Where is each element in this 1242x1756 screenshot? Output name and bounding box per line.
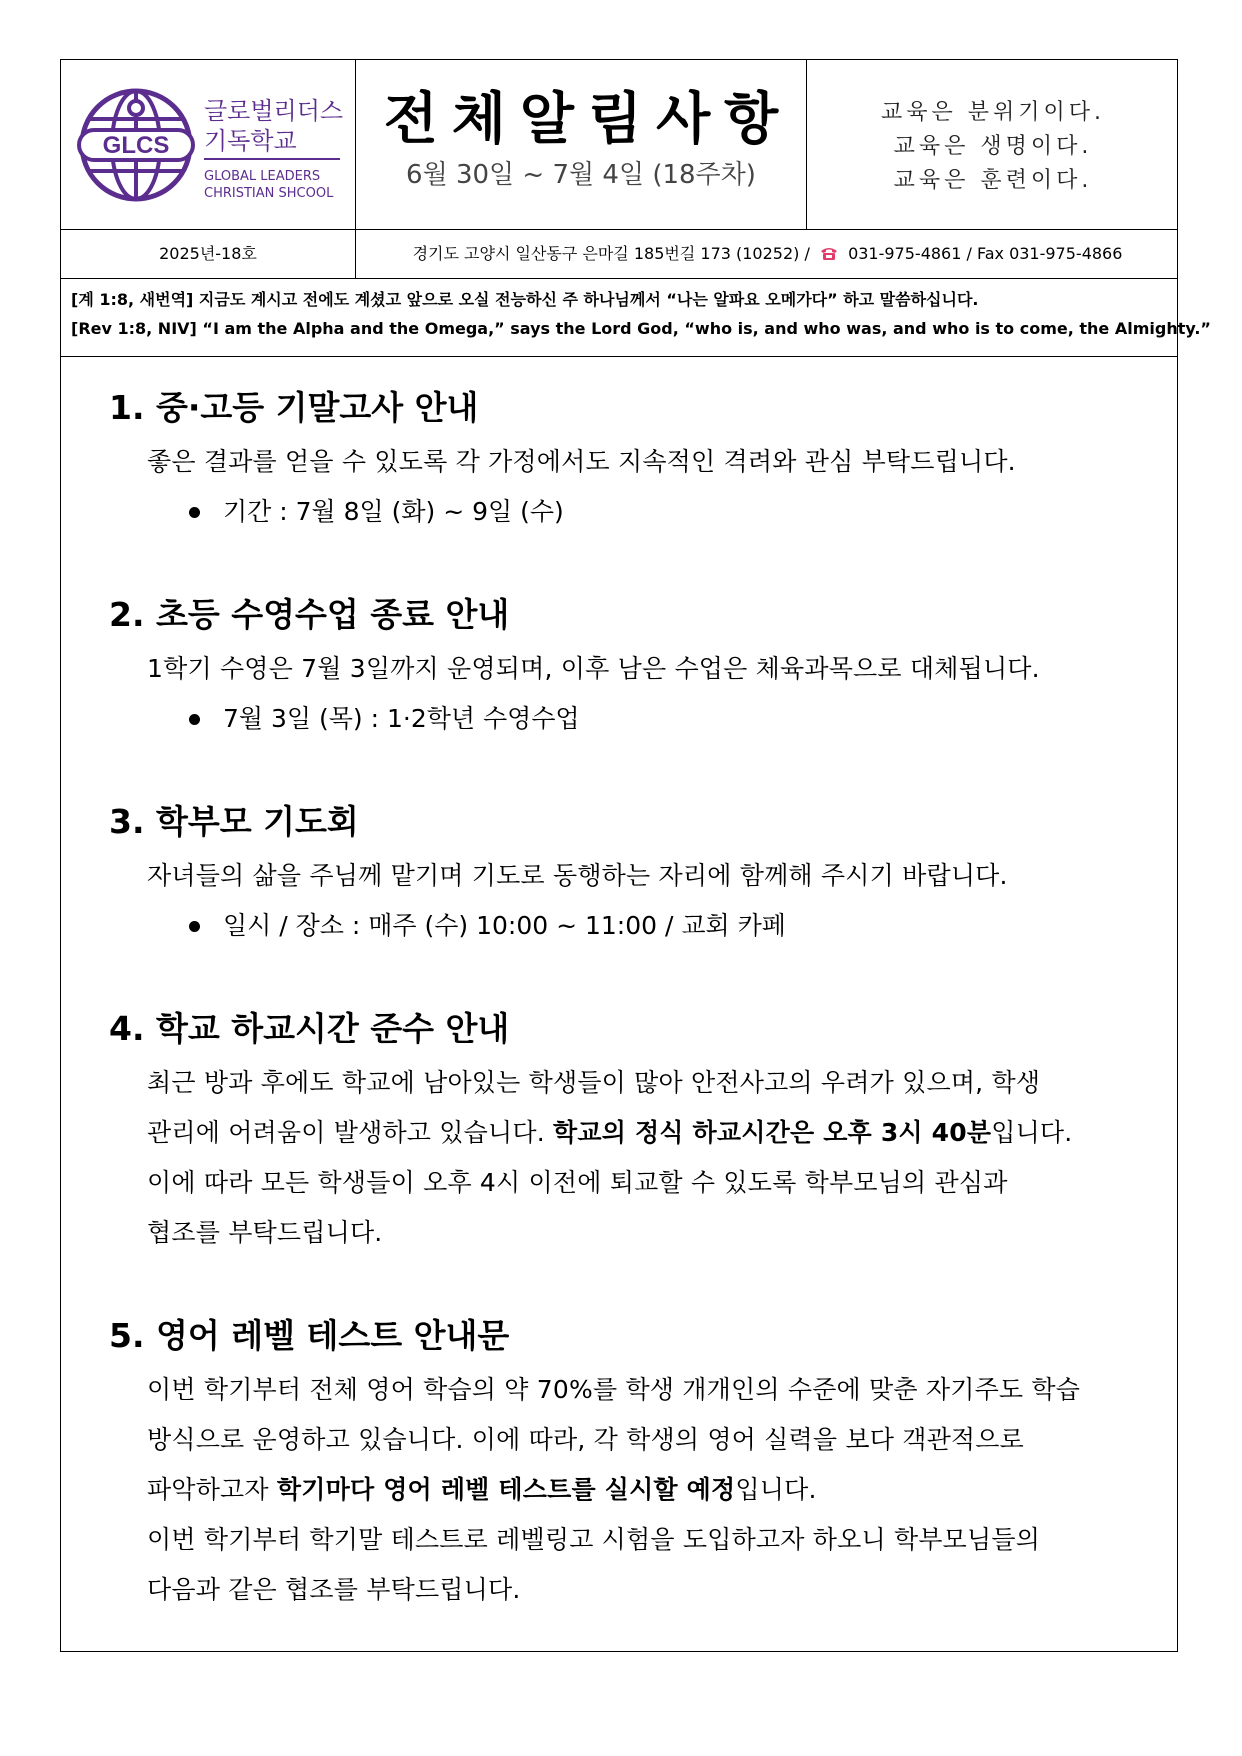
- verse-english-ref: [Rev 1:8, NIV]: [71, 319, 197, 338]
- school-name-english: [204, 168, 333, 202]
- section-body-line: 이번 학기부터 전체 영어 학습의 약 70%를 학생 개개인의 수준에 맞춘 자기주도 학습: [147, 1375, 1081, 1404]
- text-span: 관리에 어려움이 발생하고 있습니다.: [147, 1118, 553, 1147]
- motto-list: [807, 96, 1179, 198]
- section-title: 2. 초등 수영수업 종료 안내: [109, 595, 510, 634]
- week-range: 6월 30일 ~ 7월 4일 (18주차): [406, 160, 756, 190]
- section-final-exam: [109, 386, 1167, 537]
- globe-logo-icon: [77, 86, 195, 204]
- text-span: 입니다.: [735, 1475, 817, 1504]
- title-cell: [356, 60, 807, 229]
- section-title: 4. 학교 하교시간 준수 안내: [109, 1009, 510, 1048]
- info-row: [61, 229, 1177, 279]
- school-logo-cell: [61, 60, 356, 229]
- section-body-line: [109, 1465, 1167, 1515]
- section-title: 3. 학부모 기도회: [109, 802, 359, 841]
- motto-line: 교육은 분위기이다.: [880, 100, 1105, 125]
- section-body: 1학기 수영은 7월 3일까지 운영되며, 이후 남은 수업은 체육과목으로 대체됩니다.: [147, 654, 1040, 683]
- logo-divider: [204, 158, 340, 160]
- verse-english-text: “I am the Alpha and the Omega,” says the Lord God, “who is, and who was, and who is to come, the Almighty.”: [202, 319, 1211, 338]
- section-body-line: 다음과 같은 협조를 부탁드립니다.: [147, 1575, 521, 1604]
- section-body-line: 방식으로 운영하고 있습니다. 이에 따라, 각 학생의 영어 실력을 보다 객관적으로: [147, 1425, 1024, 1454]
- document-header: [61, 60, 1177, 230]
- text-span: 파악하고자: [147, 1475, 277, 1504]
- motto-line: 교육은 생명이다.: [893, 134, 1093, 159]
- address: 경기도 고양시 일산동구 은마길 185번길 173 (10252) /: [412, 244, 810, 263]
- school-name-korean: [204, 96, 343, 156]
- school-name-en-line2: CHRISTIAN SHCOOL: [204, 186, 334, 201]
- contact-info: [356, 229, 1179, 278]
- section-body-line: 최근 방과 후에도 학교에 남아있는 학생들이 많아 안전사고의 우려가 있으며, 학생: [147, 1068, 1041, 1097]
- section-title: 5. 영어 레벨 테스트 안내문: [109, 1316, 510, 1355]
- verse-english: [71, 318, 1211, 340]
- section-title: 1. 중·고등 기말고사 안내: [109, 388, 479, 427]
- section-dismissal-time: [109, 1007, 1167, 1258]
- section-english-level-test: [109, 1314, 1167, 1615]
- issue-number: 2025년-18호: [61, 229, 356, 278]
- bullet-dot-icon: [189, 921, 200, 932]
- logo-mark: GLCS: [102, 132, 170, 159]
- text-span: 입니다.: [991, 1118, 1073, 1147]
- verse-korean: [계 1:8, 새번역] 지금도 계시고 전에도 계셨고 앞으로 오실 전능하신 주 하나님께서 “나는 알파요 오메가다” 하고 말씀하십니다.: [71, 290, 979, 309]
- school-name-line2: 기독학교: [204, 127, 297, 155]
- list-item: [109, 901, 1167, 951]
- phone-fax: 031-975-4861 / Fax 031-975-4866: [848, 244, 1123, 263]
- bullet-dot-icon: [189, 507, 200, 518]
- bullet-dot-icon: [189, 714, 200, 725]
- emphasis-text: 학교의 정식 하교시간은 오후 3시 40분: [553, 1118, 992, 1147]
- school-name-en-line1: GLOBAL LEADERS: [204, 169, 321, 184]
- page-title: 전체알림사항: [383, 87, 793, 152]
- list-item: [109, 694, 1167, 744]
- phone-icon: [819, 245, 839, 261]
- notice-document: [60, 59, 1211, 1652]
- section-body-line: [109, 1108, 1167, 1158]
- emphasis-text: 학기마다 영어 레벨 테스트를 실시할 예정: [276, 1475, 736, 1504]
- section-prayer-meeting: [109, 800, 1167, 951]
- list-item: [109, 487, 1167, 537]
- section-body: 자녀들의 삶을 주님께 맡기며 기도로 동행하는 자리에 함께해 주시기 바랍니다.: [147, 861, 1008, 890]
- list-item-text: 7월 3일 (목) : 1·2학년 수영수업: [223, 704, 580, 733]
- section-body-line: 이에 따라 모든 학생들이 오후 4시 이전에 퇴교할 수 있도록 학부모님의 관심과: [147, 1168, 1008, 1197]
- motto-cell: [807, 60, 1179, 229]
- list-item-text: 일시 / 장소 : 매주 (수) 10:00 ~ 11:00 / 교회 카페: [223, 911, 786, 940]
- list-item-text: 기간 : 7월 8일 (화) ~ 9일 (수): [223, 497, 564, 526]
- school-name-line1: 글로벌리더스: [204, 97, 344, 125]
- motto-line: 교육은 훈련이다.: [893, 168, 1093, 193]
- section-body-line: 협조를 부탁드립니다.: [147, 1218, 383, 1247]
- section-swimming: [109, 593, 1167, 744]
- section-body: 좋은 결과를 얻을 수 있도록 각 가정에서도 지속적인 격려와 관심 부탁드립니다.: [147, 447, 1016, 476]
- section-body-line: 이번 학기부터 학기말 테스트로 레벨링고 시험을 도입하고자 하오니 학부모님들의: [147, 1525, 1041, 1554]
- bible-verse: [61, 278, 1211, 357]
